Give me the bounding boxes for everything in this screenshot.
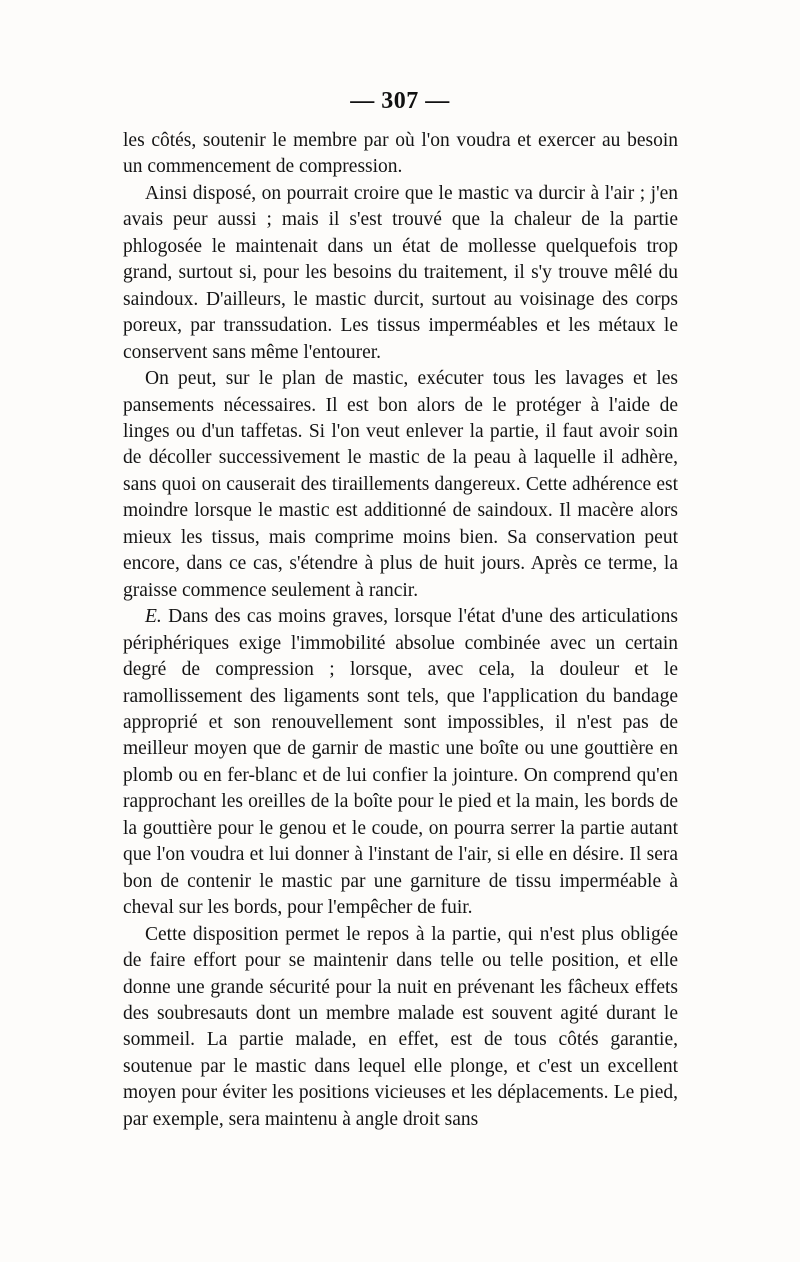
body-text: [123, 128, 678, 1133]
paragraph-4: [123, 604, 678, 921]
paragraph-3: On peut, sur le plan de mastic, exécuter tous les lavages et les pansements nécessaires. Il est bon alors de le protéger à l'aide de linges ou d'un taffetas. Si l'on veut enlever la partie, il faut avoir soin de décoller successivement le mastic de la peau à laquelle il adhère, sans quoi on causerait des tiraillements dangereux. Cette adhérence est moindre lorsque le mastic est additionné de saindoux. Il macère alors mieux les tissus, mais comprime moins bien. Sa conservation peut encore, dans ce cas, s'étendre à plus de huit jours. Après ce terme, la graisse commence seulement à rancir.: [123, 368, 678, 601]
paragraph-2: Ainsi disposé, on pourrait croire que le mastic va durcir à l'air ; j'en avais peur aussi ; mais il s'est trouvé que la chaleur de la partie phlogosée le maintenait dans un état de mollesse quelquefois trop grand, surtout si, pour les besoins du traitement, il s'y trouve mêlé du saindoux. D'ailleurs, le mastic durcit, surtout au voisinage des corps poreux, par transsudation. Les tissus imperméables et les métaux le conservent sans même l'entourer.: [123, 182, 678, 363]
paragraph-4-text: Dans des cas moins graves, lorsque l'état d'une des articulations périphériques exige l'immobilité absolue combinée avec un certain degré de compression ; lorsque, avec cela, la douleur et le ramollissement des ligaments sont tels, que l'application du bandage approprié et son renouvellement sont impossibles, il n'est pas de meilleur moyen que de garnir de mastic une boîte ou une gouttière en plomb ou en fer-blanc et de lui confier la jointure. On comprend qu'en rapprochant les oreilles de la boîte pour le pied et la main, les bords de la gouttière pour le genou et le coude, on pourra serrer la partie autant que l'on voudra et lui donner à l'instant de l'air, si elle en désire. Il sera bon de contenir le mastic par une garniture de tissu imperméable à cheval sur les bords, pour l'empêcher de fuir.: [123, 606, 678, 919]
paragraph-4-lead: E.: [145, 606, 162, 628]
paragraph-1: les côtés, soutenir le membre par où l'on voudra et exercer au besoin un commencement de compression.: [123, 130, 678, 178]
page-number: — 307 —: [350, 88, 450, 114]
paragraph-5: Cette disposition permet le repos à la partie, qui n'est plus obligée de faire effort pour se maintenir dans telle ou telle position, et elle donne une grande sécurité pour la nuit en prévenant les fâcheux effets des soubresauts dont un membre malade est souvent agité durant le sommeil. La partie malade, en effet, est de tous côtés garantie, soutenue par le mastic dans lequel elle plonge, et c'est un excellent moyen pour éviter les positions vicieuses et les déplacements. Le pied, par exemple, sera maintenu à angle droit sans: [123, 923, 678, 1130]
